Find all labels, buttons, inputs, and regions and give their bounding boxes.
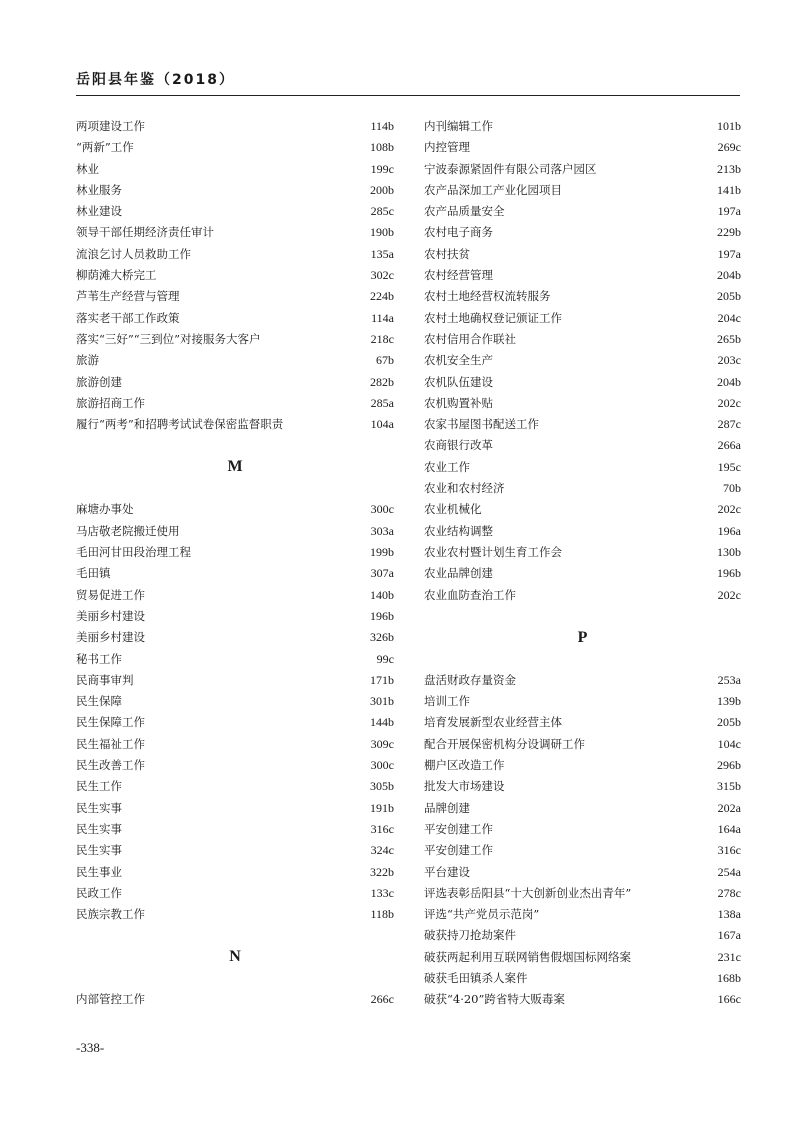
index-term: 柳荫滩大桥完工 xyxy=(76,268,157,283)
index-page-ref: 191b xyxy=(370,800,394,815)
index-page-ref: 197a xyxy=(717,246,741,261)
index-entry xyxy=(424,478,741,499)
index-entry xyxy=(424,734,741,755)
index-entry xyxy=(424,372,741,393)
index-entry xyxy=(76,350,394,371)
index-entry xyxy=(424,414,741,435)
index-term: 民生事业 xyxy=(76,864,122,879)
index-page-ref: 199c xyxy=(370,161,394,176)
index-term: 秘书工作 xyxy=(76,651,122,666)
index-term: 农业农村暨计划生育工作会 xyxy=(424,544,562,559)
index-term: 毛田河甘田段治理工程 xyxy=(76,545,191,560)
spacer xyxy=(76,435,394,456)
header-title: 岳阳县年鉴（2018） xyxy=(76,72,235,88)
index-term: 美丽乡村建设 xyxy=(76,608,145,623)
index-term: 毛田镇 xyxy=(76,566,111,581)
index-entry xyxy=(424,862,741,883)
index-term: 民生实事 xyxy=(76,843,122,858)
index-page-ref: 254a xyxy=(717,864,741,879)
index-term: 破获“4·20”跨省特大贩毒案 xyxy=(424,992,565,1007)
index-term: 民生实事 xyxy=(76,800,122,815)
index-entry xyxy=(424,350,741,371)
index-term: 农产品质量安全 xyxy=(424,204,505,219)
index-column-right xyxy=(424,116,741,1011)
index-term: 旅游招商工作 xyxy=(76,395,145,410)
index-entry xyxy=(76,798,394,819)
index-term: 培训工作 xyxy=(424,694,470,709)
index-page-ref: 324c xyxy=(370,843,394,858)
index-page-ref: 104a xyxy=(370,417,394,432)
index-page-ref: 231c xyxy=(717,949,741,964)
index-entry xyxy=(424,968,741,989)
index-entry xyxy=(424,840,741,861)
index-term: 棚户区改造工作 xyxy=(424,758,505,773)
index-term: 内部管控工作 xyxy=(76,992,145,1007)
index-page-ref: 140b xyxy=(370,587,394,602)
index-entry xyxy=(76,862,394,883)
index-term: 麻塘办事处 xyxy=(76,502,134,517)
index-term: 内刊编辑工作 xyxy=(424,119,493,133)
index-entry xyxy=(424,883,741,904)
index-page-ref: 300c xyxy=(370,502,394,517)
index-page-ref: 118b xyxy=(370,907,394,922)
index-page-ref: 229b xyxy=(717,225,741,240)
index-block-p xyxy=(424,670,741,1011)
index-block-m xyxy=(76,499,394,925)
index-term: 平安创建工作 xyxy=(424,843,493,858)
index-term: 林业 xyxy=(76,161,99,176)
index-entry xyxy=(424,244,741,265)
index-term: 农村信用合作联社 xyxy=(424,331,516,346)
index-page-ref: 305b xyxy=(370,779,394,794)
index-page-ref: 316c xyxy=(717,843,741,858)
index-page-ref: 101b xyxy=(717,119,741,133)
index-entry xyxy=(424,159,741,180)
index-page-ref: 141b xyxy=(717,182,741,197)
index-term: 林业服务 xyxy=(76,182,122,197)
index-term: 农产品深加工产业化园项目 xyxy=(424,182,562,197)
index-term: 农业结构调整 xyxy=(424,523,493,538)
index-page-ref: 205b xyxy=(717,289,741,304)
index-entry xyxy=(424,116,741,137)
index-term: 农业品牌创建 xyxy=(424,566,493,581)
index-term: 宁波泰源紧固件有限公司落户园区 xyxy=(424,161,597,176)
index-term: 农业血防查治工作 xyxy=(424,587,516,602)
index-entry xyxy=(424,499,741,520)
index-term: 民生保障 xyxy=(76,694,122,709)
index-entry xyxy=(76,542,394,563)
index-entry xyxy=(76,499,394,520)
index-page-ref: 138a xyxy=(717,907,741,922)
index-block-n xyxy=(76,989,394,1010)
index-term: 履行“两考”和招聘考试试卷保密监督职责 xyxy=(76,417,284,432)
index-term: 评选表彰岳阳县“十大创新创业杰出青年” xyxy=(424,885,632,900)
index-page-ref: 218c xyxy=(370,331,394,346)
index-term: 民政工作 xyxy=(76,885,122,900)
index-page-ref: 326b xyxy=(370,630,394,645)
index-term: 民生实事 xyxy=(76,821,122,836)
index-page-ref: 70b xyxy=(723,481,741,496)
index-page-ref: 265b xyxy=(717,331,741,346)
index-page-ref: 108b xyxy=(370,140,394,155)
index-term: 民生保障工作 xyxy=(76,715,145,730)
index-term: 领导干部任期经济责任审计 xyxy=(76,225,214,240)
index-entry xyxy=(424,691,741,712)
index-column-left xyxy=(76,116,394,1011)
index-entry xyxy=(76,712,394,733)
index-page-ref: 190b xyxy=(370,225,394,240)
index-entry xyxy=(76,180,394,201)
index-entry xyxy=(424,329,741,350)
index-entry xyxy=(424,222,741,243)
index-page-ref: 204b xyxy=(717,268,741,283)
index-page-ref: 253a xyxy=(717,672,741,687)
index-entry xyxy=(424,201,741,222)
index-page-ref: 266a xyxy=(717,438,741,453)
index-entry xyxy=(76,201,394,222)
index-page-ref: 114a xyxy=(371,310,394,325)
index-term: 平台建设 xyxy=(424,864,470,879)
index-term: 芦苇生产经营与管理 xyxy=(76,289,180,304)
index-block-l xyxy=(76,116,394,435)
index-entry xyxy=(424,989,741,1010)
index-entry xyxy=(76,691,394,712)
index-page-ref: 199b xyxy=(370,545,394,560)
index-term: 农村扶贫 xyxy=(424,246,470,261)
index-term: 农机购置补贴 xyxy=(424,395,493,410)
index-entry xyxy=(76,244,394,265)
index-page-ref: 296b xyxy=(717,758,741,773)
index-entry xyxy=(76,393,394,414)
section-head-n: N xyxy=(229,948,241,966)
index-entry xyxy=(76,904,394,925)
section-head-m: M xyxy=(227,458,243,476)
index-term: 民生工作 xyxy=(76,779,122,794)
index-page-ref: 285c xyxy=(370,204,394,219)
index-page-ref: 302c xyxy=(370,268,394,283)
running-header xyxy=(76,70,740,94)
index-entry xyxy=(76,521,394,542)
index-page-ref: 315b xyxy=(717,779,741,794)
index-page-ref: 164a xyxy=(717,821,741,836)
index-page-ref: 204b xyxy=(717,374,741,389)
index-entry xyxy=(424,712,741,733)
index-term: 农村土地确权登记颁证工作 xyxy=(424,310,562,325)
index-page-ref: 67b xyxy=(376,353,394,368)
index-page-ref: 224b xyxy=(370,289,394,304)
index-term: 农业和农村经济 xyxy=(424,481,505,496)
index-page-ref: 171b xyxy=(370,672,394,687)
index-entry xyxy=(424,180,741,201)
index-page-ref: 282b xyxy=(370,374,394,389)
index-page-ref: 303a xyxy=(370,523,394,538)
index-page-ref: 135a xyxy=(370,246,394,261)
page-number: -338- xyxy=(76,1040,105,1055)
index-page-ref: 285a xyxy=(370,395,394,410)
index-entry xyxy=(424,393,741,414)
index-entry xyxy=(424,904,741,925)
index-page-ref: 139b xyxy=(717,694,741,709)
index-entry xyxy=(76,883,394,904)
index-entry xyxy=(76,222,394,243)
index-entry xyxy=(76,286,394,307)
index-page-ref: 213b xyxy=(717,161,741,176)
spacer xyxy=(424,606,741,627)
index-entry xyxy=(76,649,394,670)
index-term: 农机队伍建设 xyxy=(424,374,493,389)
index-page-ref: 202c xyxy=(717,502,741,517)
index-page-ref: 130b xyxy=(717,544,741,559)
index-term: 两项建设工作 xyxy=(76,119,145,133)
index-term: 品牌创建 xyxy=(424,800,470,815)
index-page-ref: 203c xyxy=(717,353,741,368)
index-page-ref: 202c xyxy=(717,587,741,602)
index-term: 培育发展新型农业经营主体 xyxy=(424,715,562,730)
index-term: “两新”工作 xyxy=(76,140,134,155)
index-block-n-cont xyxy=(424,116,741,606)
index-term: 流浪乞讨人员救助工作 xyxy=(76,246,191,261)
index-term: 配合开展保密机构分设调研工作 xyxy=(424,736,585,751)
index-entry xyxy=(76,840,394,861)
index-term: 农村经营管理 xyxy=(424,268,493,283)
index-entry xyxy=(76,989,394,1010)
index-page-ref: 197a xyxy=(717,204,741,219)
spacer xyxy=(76,968,394,989)
index-term: 民商事审判 xyxy=(76,672,134,687)
index-entry xyxy=(76,116,394,137)
index-page-ref: 167a xyxy=(717,928,741,943)
index-term: 农村电子商务 xyxy=(424,225,493,240)
index-page-ref: 99c xyxy=(376,651,394,666)
index-entry xyxy=(424,563,741,584)
spacer xyxy=(76,478,394,499)
index-entry xyxy=(76,159,394,180)
spacer xyxy=(424,649,741,670)
index-page-ref: 287c xyxy=(717,417,741,432)
index-term: 贸易促进工作 xyxy=(76,587,145,602)
index-entry xyxy=(424,585,741,606)
index-entry xyxy=(424,776,741,797)
index-term: 农业工作 xyxy=(424,459,470,474)
section-head-p: P xyxy=(577,628,588,646)
index-term: 旅游 xyxy=(76,353,99,368)
index-entry xyxy=(76,627,394,648)
index-page-ref: 204c xyxy=(717,310,741,325)
index-term: 盘活财政存量资金 xyxy=(424,672,516,687)
index-page-ref: 195c xyxy=(717,459,741,474)
index-term: 落实“三好”“三到位”对接服务大客户 xyxy=(76,331,261,346)
index-term: 农商银行改革 xyxy=(424,438,493,453)
index-page-ref: 316c xyxy=(370,821,394,836)
index-entry xyxy=(424,542,741,563)
index-page-ref: 196b xyxy=(717,566,741,581)
spacer xyxy=(76,925,394,946)
index-entry xyxy=(76,372,394,393)
index-entry xyxy=(424,947,741,968)
index-term: 评选“共产党员示范岗” xyxy=(424,907,540,922)
index-term: 美丽乡村建设 xyxy=(76,630,145,645)
index-term: 林业建设 xyxy=(76,204,122,219)
index-entry xyxy=(76,755,394,776)
index-entry xyxy=(424,457,741,478)
index-term: 农业机械化 xyxy=(424,502,482,517)
index-entry xyxy=(424,435,741,456)
index-entry xyxy=(76,308,394,329)
index-term: 农家书屋图书配送工作 xyxy=(424,417,539,432)
index-entry xyxy=(76,137,394,158)
index-entry xyxy=(76,670,394,691)
index-page-ref: 144b xyxy=(370,715,394,730)
index-entry xyxy=(424,286,741,307)
index-entry xyxy=(424,925,741,946)
index-entry xyxy=(76,734,394,755)
index-page-ref: 133c xyxy=(370,885,394,900)
index-page-ref: 104c xyxy=(717,736,741,751)
index-term: 旅游创建 xyxy=(76,374,122,389)
index-term: 平安创建工作 xyxy=(424,821,493,836)
index-entry xyxy=(76,606,394,627)
index-entry xyxy=(424,137,741,158)
index-term: 民族宗教工作 xyxy=(76,907,145,922)
index-entry xyxy=(76,265,394,286)
index-page-ref: 202c xyxy=(717,395,741,410)
index-term: 马店敬老院搬迁使用 xyxy=(76,523,180,538)
index-term: 民生改善工作 xyxy=(76,758,145,773)
index-entry xyxy=(424,798,741,819)
index-term: 民生福祉工作 xyxy=(76,736,145,751)
index-page-ref: 202a xyxy=(717,800,741,815)
index-page-ref: 307a xyxy=(370,566,394,581)
index-entry xyxy=(76,414,394,435)
index-page-ref: 301b xyxy=(370,694,394,709)
index-entry xyxy=(76,776,394,797)
index-term: 落实老干部工作政策 xyxy=(76,310,180,325)
index-entry xyxy=(424,308,741,329)
index-entry xyxy=(424,521,741,542)
index-entry xyxy=(76,563,394,584)
index-page-ref: 300c xyxy=(370,758,394,773)
index-page-ref: 168b xyxy=(717,970,741,985)
index-page-ref: 196a xyxy=(717,523,741,538)
index-page-ref: 269c xyxy=(717,140,741,155)
index-entry xyxy=(76,819,394,840)
index-term: 破获毛田镇杀人案件 xyxy=(424,970,528,985)
index-entry xyxy=(76,329,394,350)
index-page-ref: 114b xyxy=(370,119,394,133)
header-rule xyxy=(76,95,740,96)
index-term: 批发大市场建设 xyxy=(424,779,505,794)
index-term: 内控管理 xyxy=(424,140,470,155)
index-page-ref: 166c xyxy=(717,992,741,1007)
index-term: 破获两起利用互联网销售假烟国标网络案 xyxy=(424,949,631,964)
index-page-ref: 200b xyxy=(370,182,394,197)
index-page-ref: 322b xyxy=(370,864,394,879)
index-entry xyxy=(424,265,741,286)
index-term: 农村土地经营权流转服务 xyxy=(424,289,551,304)
index-entry xyxy=(76,585,394,606)
index-page-ref: 205b xyxy=(717,715,741,730)
index-page-ref: 266c xyxy=(370,992,394,1007)
index-page-ref: 278c xyxy=(717,885,741,900)
index-entry xyxy=(424,819,741,840)
index-term: 破获持刀抢劫案件 xyxy=(424,928,516,943)
index-entry xyxy=(424,670,741,691)
index-page-ref: 309c xyxy=(370,736,394,751)
index-term: 农机安全生产 xyxy=(424,353,493,368)
index-entry xyxy=(424,755,741,776)
index-page-ref: 196b xyxy=(370,608,394,623)
